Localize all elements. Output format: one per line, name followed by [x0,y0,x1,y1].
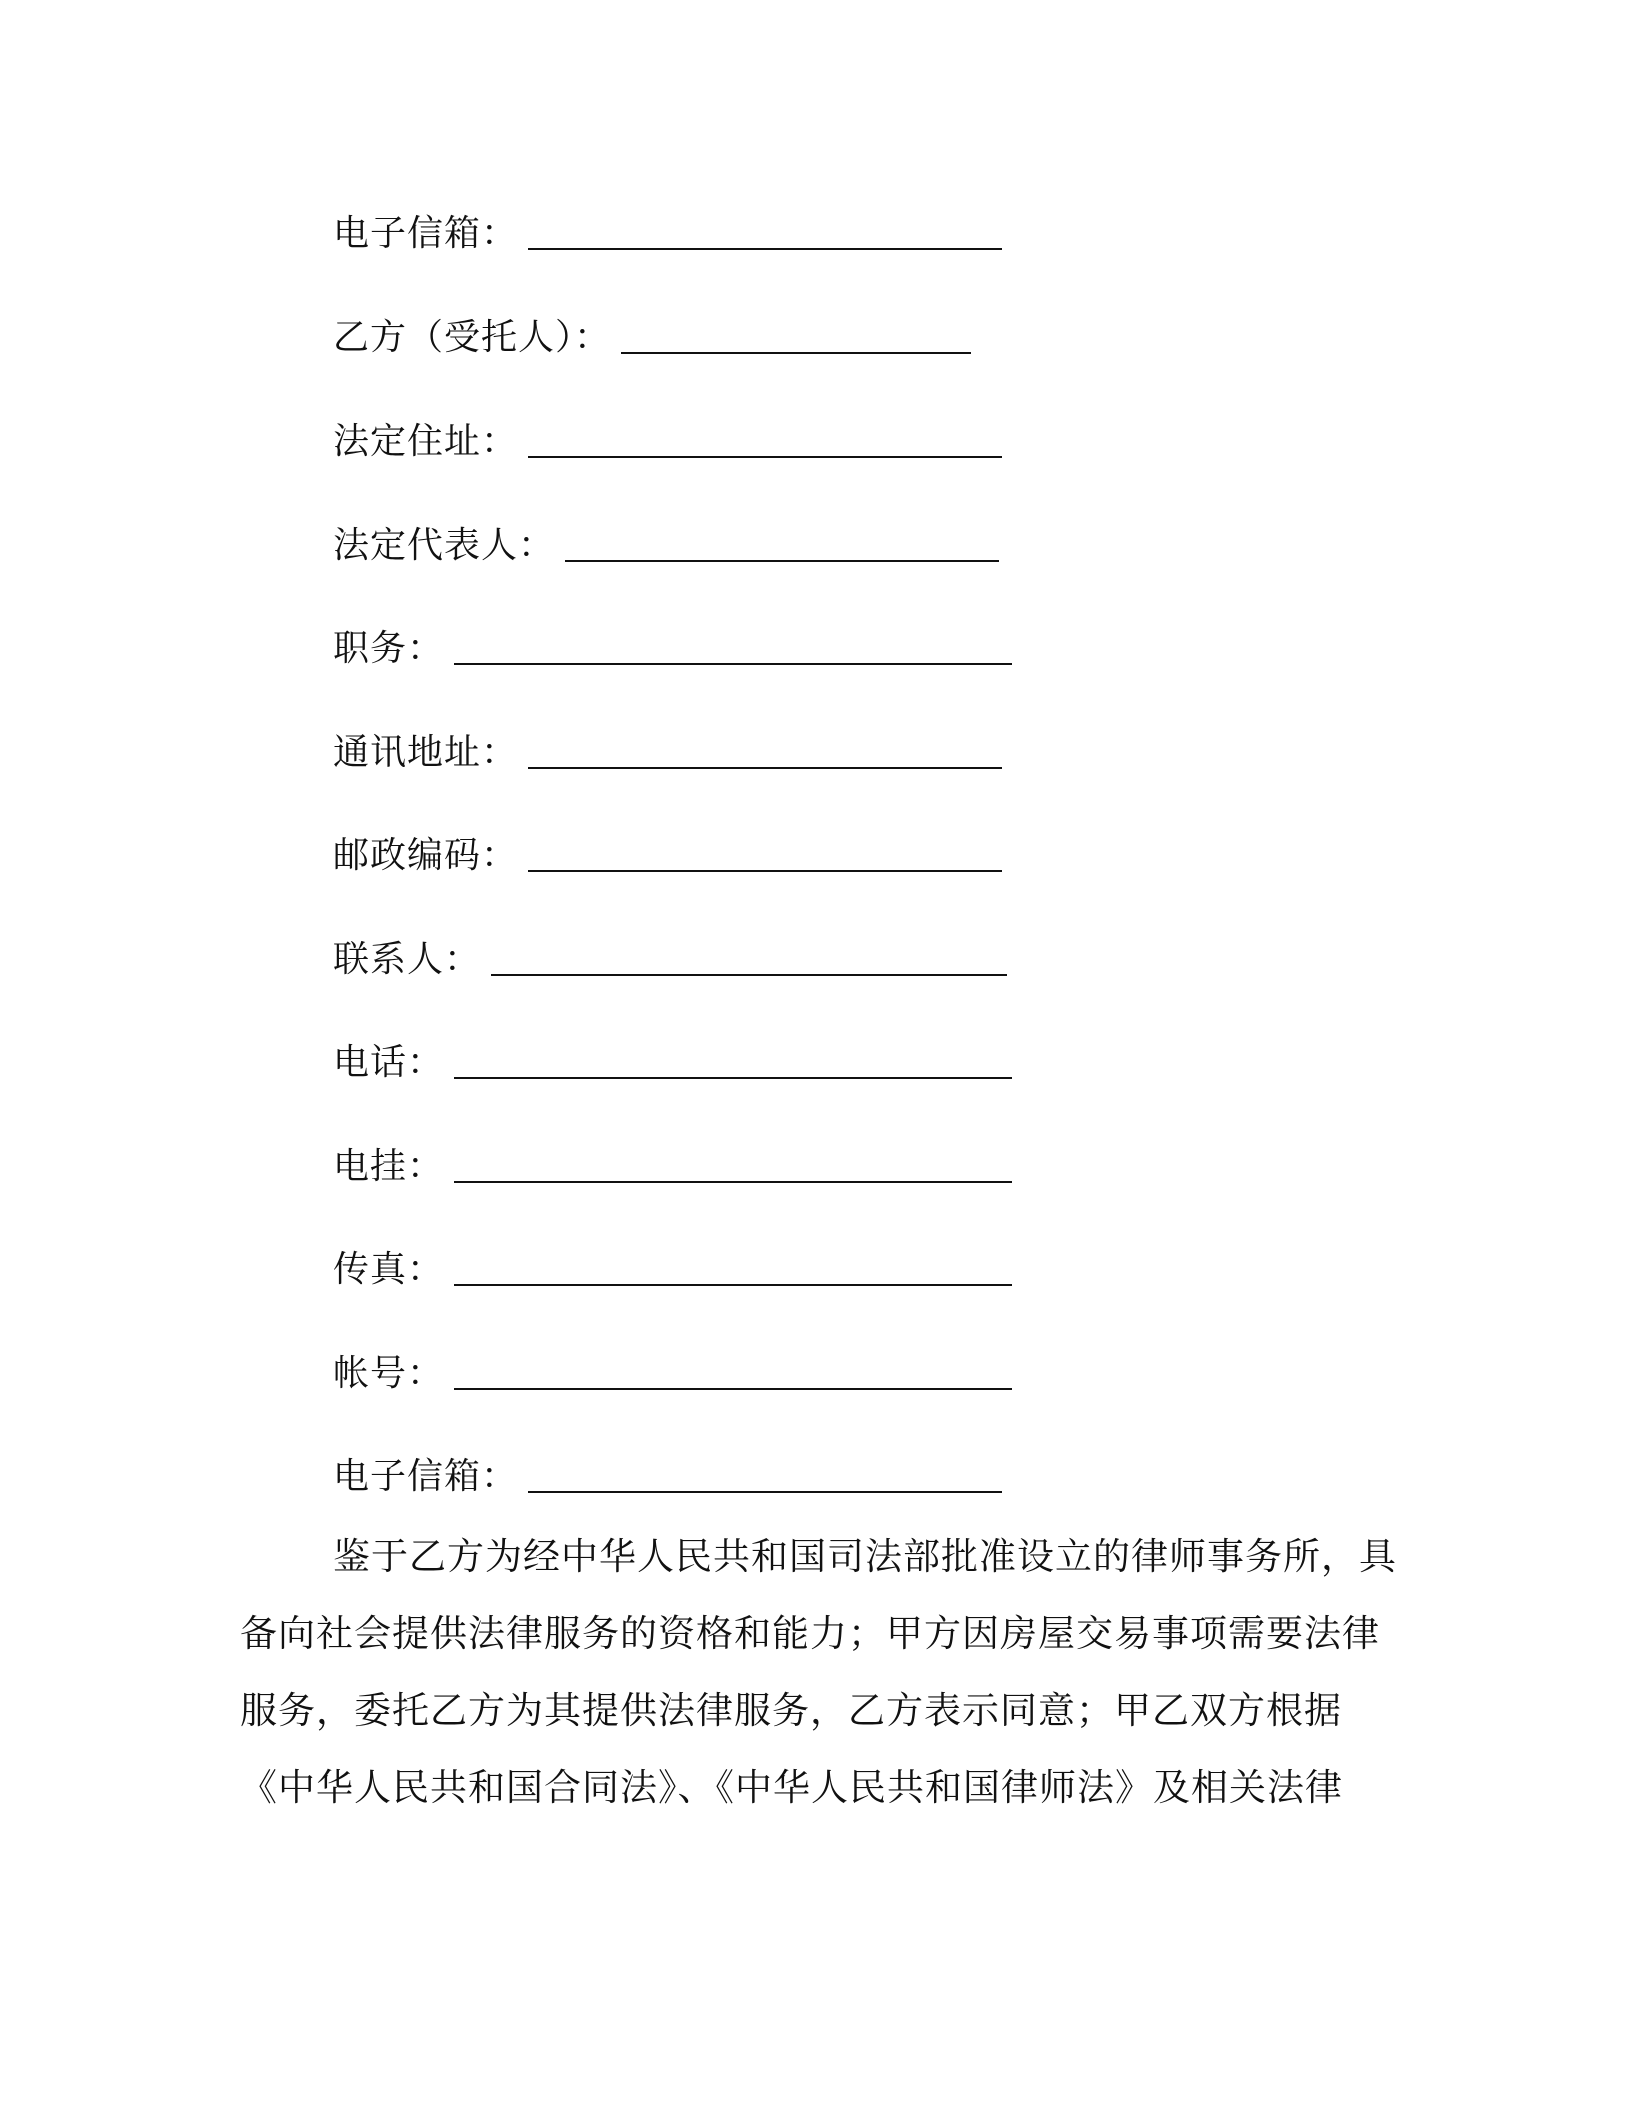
field-party-a-email [333,192,1002,252]
blank-line[interactable] [454,1151,1012,1183]
field-label: 电子信箱： [333,213,519,254]
field-label: 法定代表人： [333,525,556,566]
blank-line[interactable] [528,737,1002,769]
blank-line[interactable] [454,1047,1012,1079]
field-label: 通讯地址： [333,732,519,773]
field-label: 电子信箱： [333,1456,519,1497]
blank-line[interactable] [491,944,1007,976]
field-label: 职务： [333,628,445,669]
paragraph-line: 备向社会提供法律服务的资格和能力；甲方因房屋交易事项需要法律 [240,1612,1380,1655]
field-party-b-legal-rep [333,504,999,564]
blank-line[interactable] [528,218,1002,250]
paragraph-line: 《中华人民共和国合同法》、《中华人民共和国律师法》及相关法律 [240,1766,1343,1809]
blank-line[interactable] [454,1358,1012,1390]
blank-line[interactable] [454,1254,1012,1286]
field-label: 帐号： [333,1353,445,1394]
blank-line[interactable] [528,1461,1002,1493]
blank-line[interactable] [528,426,1002,458]
field-party-b-contact [333,918,1007,978]
paragraph-line: 鉴于乙方为经中华人民共和国司法部批准设立的律师事务所，具 [333,1535,1397,1578]
field-label: 传真： [333,1249,445,1290]
blank-line[interactable] [621,322,971,354]
field-party-b-email [333,1435,1002,1495]
field-party-b-phone [333,1021,1012,1081]
field-label: 联系人： [333,939,482,980]
field-label: 邮政编码： [333,835,519,876]
field-party-b-account [333,1332,1012,1392]
blank-line[interactable] [454,633,1012,665]
blank-line[interactable] [565,530,999,562]
field-label: 法定住址： [333,421,519,462]
field-party-b-position [333,607,1012,667]
field-label: 乙方（受托人）： [333,317,612,358]
field-label: 电话： [333,1042,445,1083]
field-party-b-mail-address [333,711,1002,771]
field-label: 电挂： [333,1146,445,1187]
preamble-paragraph [240,1518,1397,1826]
blank-line[interactable] [528,840,1002,872]
field-party-b-address [333,400,1002,460]
field-party-b-name [333,296,971,356]
field-party-b-postcode [333,814,1002,874]
paragraph-line: 服务，委托乙方为其提供法律服务，乙方表示同意；甲乙双方根据 [240,1689,1342,1732]
field-party-b-telegram [333,1125,1012,1185]
field-party-b-fax [333,1228,1012,1288]
